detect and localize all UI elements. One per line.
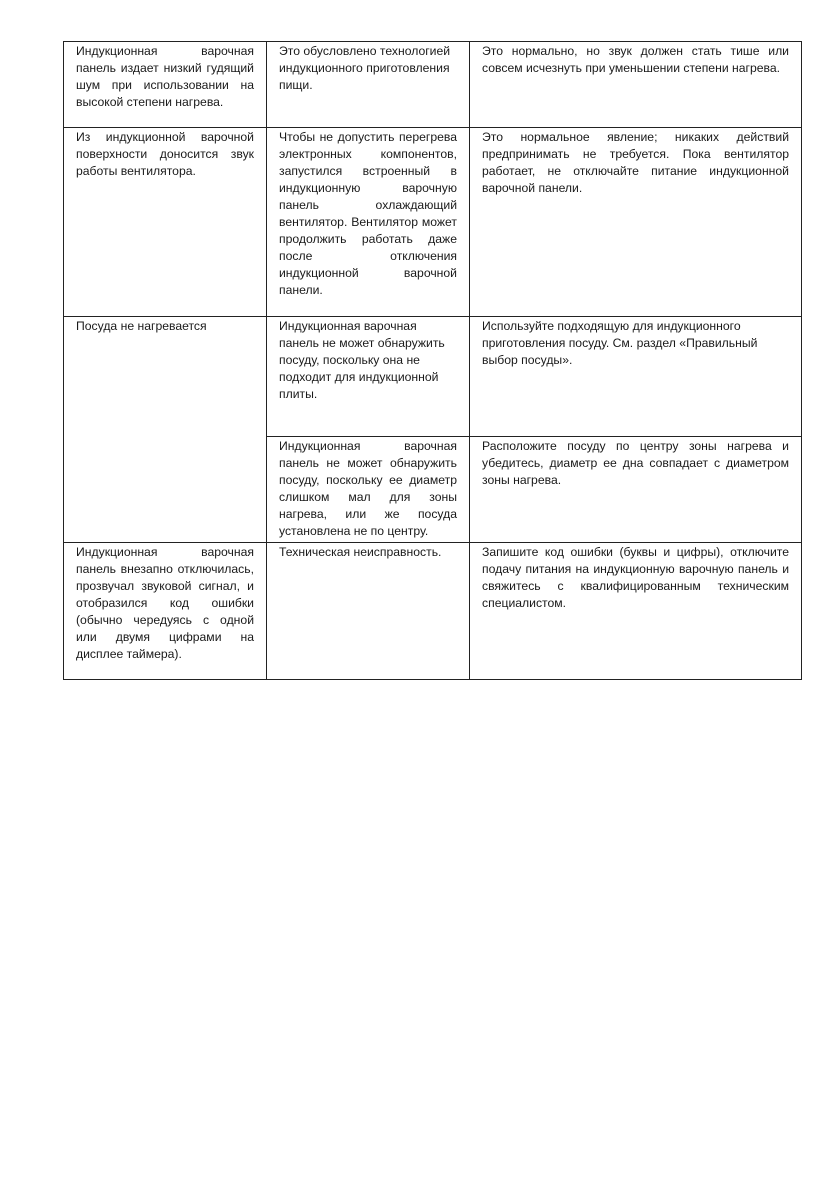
cause-text: Техническая неисправность. (279, 545, 442, 559)
problem-text: Из индукционной варочной поверхности доносится звук работы вентилятора. (76, 130, 254, 178)
remedy-cell (470, 317, 802, 437)
problem-cell (64, 543, 267, 680)
remedy-cell (470, 42, 802, 128)
cause-cell (267, 317, 470, 437)
cause-cell (267, 437, 470, 543)
problem-text: Посуда не нагревается (76, 319, 207, 333)
cause-text: Это обусловлено технологией индукционного приготовления пищи. (279, 44, 451, 92)
table-row (64, 128, 802, 317)
troubleshooting-table (63, 41, 802, 680)
problem-text: Индукционная варочная панель внезапно отключилась, прозвучал звуковой сигнал, и отобразился код ошибки (обычно чередуясь с одной или двумя цифрами на дисплее таймера). (76, 545, 254, 661)
problem-text: Индукционная варочная панель издает низкий гудящий шум при использовании на высокой степени нагрева. (76, 44, 254, 109)
remedy-cell (470, 543, 802, 680)
problem-cell (64, 128, 267, 317)
remedy-text: Это нормальное явление; никаких действий предпринимать не требуется. Пока вентилятор работает, не отключайте питание индукционной варочной панели. (482, 130, 789, 195)
remedy-text: Расположите посуду по центру зоны нагрева и убедитесь, диаметр ее дна совпадает с диаметром зоны нагрева. (482, 439, 789, 487)
remedy-text: Это нормально, но звук должен стать тише или совсем исчезнуть при уменьшении степени нагрева. (482, 44, 789, 75)
remedy-text: Запишите код ошибки (буквы и цифры), отключите подачу питания на индукционную варочную панель и свяжитесь с квалифицированным техническим специалистом. (482, 545, 789, 610)
cause-text: Индукционная варочная панель не может обнаружить посуду, поскольку ее диаметр слишком мал для зоны нагрева, или же посуда установлена не по центру. (279, 439, 457, 538)
table-row (64, 543, 802, 680)
remedy-cell (470, 128, 802, 317)
cause-text: Индукционная варочная панель не может обнаружить посуду, поскольку она не подходит для индукционной плиты. (279, 319, 445, 401)
table-row (64, 42, 802, 128)
cause-cell (267, 543, 470, 680)
cause-cell (267, 128, 470, 317)
cause-text: Чтобы не допустить перегрева электронных компонентов, запустился встроенный в индукционную варочную панель охлаждающий вентилятор. Вентилятор может продолжить работать даже после отключения индукционной варочной панели. (279, 130, 457, 297)
table-row (64, 317, 802, 437)
cause-cell (267, 42, 470, 128)
problem-cell (64, 317, 267, 543)
problem-cell (64, 42, 267, 128)
remedy-text: Используйте подходящую для индукционного приготовления посуду. См. раздел «Правильный выбор посуды». (482, 319, 758, 367)
remedy-cell (470, 437, 802, 543)
